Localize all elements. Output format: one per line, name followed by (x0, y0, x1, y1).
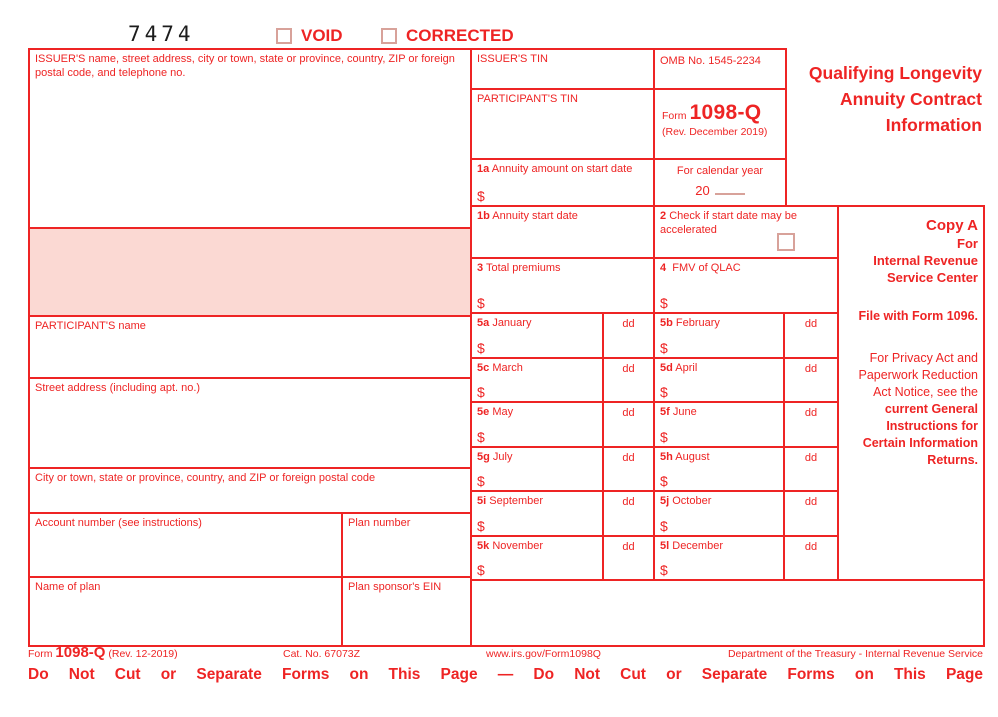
box-3[interactable] (470, 257, 655, 314)
dd-box-5b[interactable] (783, 312, 839, 359)
dollar-sign: $ (660, 295, 668, 311)
dollar-sign: $ (660, 340, 668, 356)
do-not-cut-text-1: Do Not Cut or Separate Forms on This Page (28, 666, 478, 683)
footer-revision: (Rev. 12-2019) (108, 648, 178, 660)
participant-name-box[interactable] (28, 315, 472, 379)
box-2-label: Check if start date may be accelerated (660, 210, 797, 236)
month-box-5k[interactable] (470, 535, 604, 581)
copy-a-line2: Internal Revenue (873, 253, 978, 268)
dd-label: dd (804, 496, 818, 508)
privacy-bold-text: current General Instructions for Certain Information Returns. (862, 401, 978, 467)
dd-box-5a[interactable] (602, 312, 655, 359)
month-label: January (492, 317, 532, 329)
dd-label: dd (622, 541, 635, 553)
month-label: April (675, 362, 698, 374)
month-number: 5f (660, 406, 670, 418)
dollar-sign: $ (477, 188, 485, 204)
dd-label: dd (804, 363, 818, 375)
month-label: May (492, 406, 514, 418)
month-box-5l[interactable] (653, 535, 785, 581)
month-number: 5c (477, 362, 490, 374)
issuer-info-box[interactable] (28, 48, 472, 229)
form-title: Qualifying Longevity Annuity Contract Information (808, 63, 982, 135)
month-label: November (492, 540, 544, 552)
calendar-year-prefix: 20 (695, 182, 710, 198)
calendar-year-box[interactable] (653, 158, 787, 207)
privacy-regular-text: For Privacy Act and Paperwork Reduction Act Notice, see the (858, 350, 978, 399)
dd-box-5i[interactable] (602, 490, 655, 537)
void-group (276, 26, 343, 46)
dollar-sign: $ (477, 340, 485, 356)
month-box-5h[interactable] (653, 446, 785, 492)
month-number: 5l (660, 540, 670, 552)
account-number-label: Account number (see instructions) (35, 517, 202, 529)
form-word: Form (662, 110, 687, 122)
file-with-form-note: File with Form 1096. (858, 309, 978, 323)
month-number: 5d (660, 362, 673, 374)
dd-box-5c[interactable] (602, 357, 655, 403)
box-2 (653, 205, 839, 259)
month-label: February (675, 317, 720, 329)
dd-box-5j[interactable] (783, 490, 839, 537)
dd-box-5d[interactable] (783, 357, 839, 403)
box-3-label: Total premiums (485, 262, 561, 274)
month-number: 5a (477, 317, 490, 329)
corrected-label: CORRECTED (406, 26, 514, 45)
dd-label: dd (622, 496, 635, 508)
month-box-5j[interactable] (653, 490, 785, 537)
dollar-sign: $ (477, 518, 485, 534)
box-1a-label: Annuity amount on start date (491, 163, 633, 175)
month-number: 5j (660, 495, 670, 507)
dd-label: dd (804, 318, 818, 330)
form-body (28, 48, 985, 647)
month-box-5f[interactable] (653, 401, 785, 448)
month-number: 5i (477, 495, 487, 507)
corrected-checkbox[interactable] (381, 28, 397, 44)
calendar-year-label: For calendar year (676, 165, 764, 177)
city-box[interactable] (28, 467, 472, 514)
dollar-sign: $ (477, 473, 485, 489)
month-box-5e[interactable] (470, 401, 604, 448)
dd-box-5e[interactable] (602, 401, 655, 448)
month-label: August (675, 451, 710, 463)
do-not-cut-line (28, 666, 983, 684)
dd-label: dd (622, 318, 635, 330)
dollar-sign: $ (660, 429, 668, 445)
dollar-sign: $ (477, 429, 485, 445)
dd-box-5k[interactable] (602, 535, 655, 581)
dd-box-5l[interactable] (783, 535, 839, 581)
month-number: 5g (477, 451, 490, 463)
name-of-plan-label: Name of plan (35, 581, 101, 593)
shaded-reserved-box (28, 227, 472, 317)
month-box-5i[interactable] (470, 490, 604, 537)
month-box-5g[interactable] (470, 446, 604, 492)
department-line: Department of the Treasury - Internal Revenue Service (727, 648, 983, 660)
print-code: 7474 (128, 22, 195, 46)
dd-label: dd (804, 407, 818, 419)
dd-label: dd (622, 363, 635, 375)
copy-a-for: For (957, 236, 978, 251)
plan-number-box[interactable] (341, 512, 472, 578)
street-address-label: Street address (including apt. no.) (35, 382, 201, 394)
month-number: 5e (477, 406, 490, 418)
account-number-box[interactable] (28, 512, 343, 578)
month-number: 5b (660, 317, 673, 329)
month-box-5b[interactable] (653, 312, 785, 359)
issuer-info-label: ISSUER'S name, street address, city or town, state or province, country, ZIP or foreign postal code, and telephone no. (35, 53, 455, 79)
irs-website: www.irs.gov/Form1098Q (486, 648, 601, 660)
copy-a-line3: Service Center (886, 270, 978, 285)
void-checkbox[interactable] (276, 28, 292, 44)
box-4[interactable] (653, 257, 839, 314)
participant-tin-box[interactable] (470, 88, 655, 160)
footer-form-id (28, 644, 178, 661)
dollar-sign: $ (660, 518, 668, 534)
name-of-plan-box[interactable] (28, 576, 343, 647)
plan-sponsor-ein-box[interactable] (341, 576, 472, 647)
dollar-sign: $ (660, 562, 668, 578)
dd-label: dd (622, 452, 635, 464)
footer-form-word: Form (28, 648, 53, 660)
dd-box-5f[interactable] (783, 401, 839, 448)
dd-label: dd (622, 407, 635, 419)
omb-number: OMB No. 1545-2234 (660, 55, 761, 67)
catalog-number: Cat. No. 67073Z (283, 648, 361, 660)
month-label: October (672, 495, 712, 507)
box-1b-label: Annuity start date (492, 210, 578, 222)
box-4-label: FMV of QLAC (672, 262, 741, 274)
box-1a-number: 1a (477, 163, 490, 175)
month-label: July (492, 451, 513, 463)
void-label: VOID (301, 26, 343, 45)
month-number: 5h (660, 451, 673, 463)
month-label: September (489, 495, 544, 507)
month-number: 5k (477, 540, 490, 552)
city-label: City or town, state or province, country, and ZIP or foreign postal code (35, 472, 376, 484)
month-box-5c[interactable] (470, 357, 604, 403)
plan-sponsor-ein-label: Plan sponsor's EIN (348, 581, 442, 593)
accelerated-checkbox[interactable] (777, 233, 795, 251)
corrected-group (381, 26, 514, 46)
dollar-sign: $ (660, 473, 668, 489)
month-label: December (672, 540, 723, 552)
box-2-number: 2 (660, 210, 667, 222)
do-not-cut-text-2: Do Not Cut or Separate Forms on This Page (533, 666, 983, 683)
box-1b-number: 1b (477, 210, 490, 222)
form-number-box (653, 88, 787, 160)
dd-label: dd (804, 452, 818, 464)
box-1a[interactable] (470, 158, 655, 207)
plan-number-label: Plan number (348, 517, 411, 529)
month-box-5d[interactable] (653, 357, 785, 403)
dollar-sign: $ (477, 562, 485, 578)
dollar-sign: $ (660, 384, 668, 400)
calendar-year-blank[interactable] (715, 182, 745, 195)
copy-a-panel (837, 205, 985, 581)
box-4-number: 4 (660, 262, 667, 274)
privacy-act-note (849, 350, 978, 469)
month-label: March (492, 362, 523, 374)
issuer-tin-box[interactable] (470, 48, 655, 90)
bottom-open-area (470, 579, 985, 647)
do-not-cut-dash: — (497, 666, 514, 683)
participant-tin-label: PARTICIPANT'S TIN (477, 93, 578, 105)
dd-label: dd (804, 541, 818, 553)
dollar-sign: $ (477, 295, 485, 311)
footer-form-number: 1098-Q (55, 644, 106, 661)
dd-box-5g[interactable] (602, 446, 655, 492)
street-address-box[interactable] (28, 377, 472, 469)
box-1b[interactable] (470, 205, 655, 259)
month-box-5a[interactable] (470, 312, 604, 359)
form-revision: (Rev. December 2019) (662, 125, 768, 138)
box-3-number: 3 (477, 262, 484, 274)
participant-name-label: PARTICIPANT'S name (35, 320, 146, 332)
copy-a-title: Copy A (926, 217, 978, 234)
form-number: 1098-Q (689, 101, 762, 124)
month-label: June (672, 406, 697, 418)
omb-number-box (653, 48, 787, 90)
dollar-sign: $ (477, 384, 485, 400)
dd-box-5h[interactable] (783, 446, 839, 492)
issuer-tin-label: ISSUER'S TIN (477, 53, 548, 65)
